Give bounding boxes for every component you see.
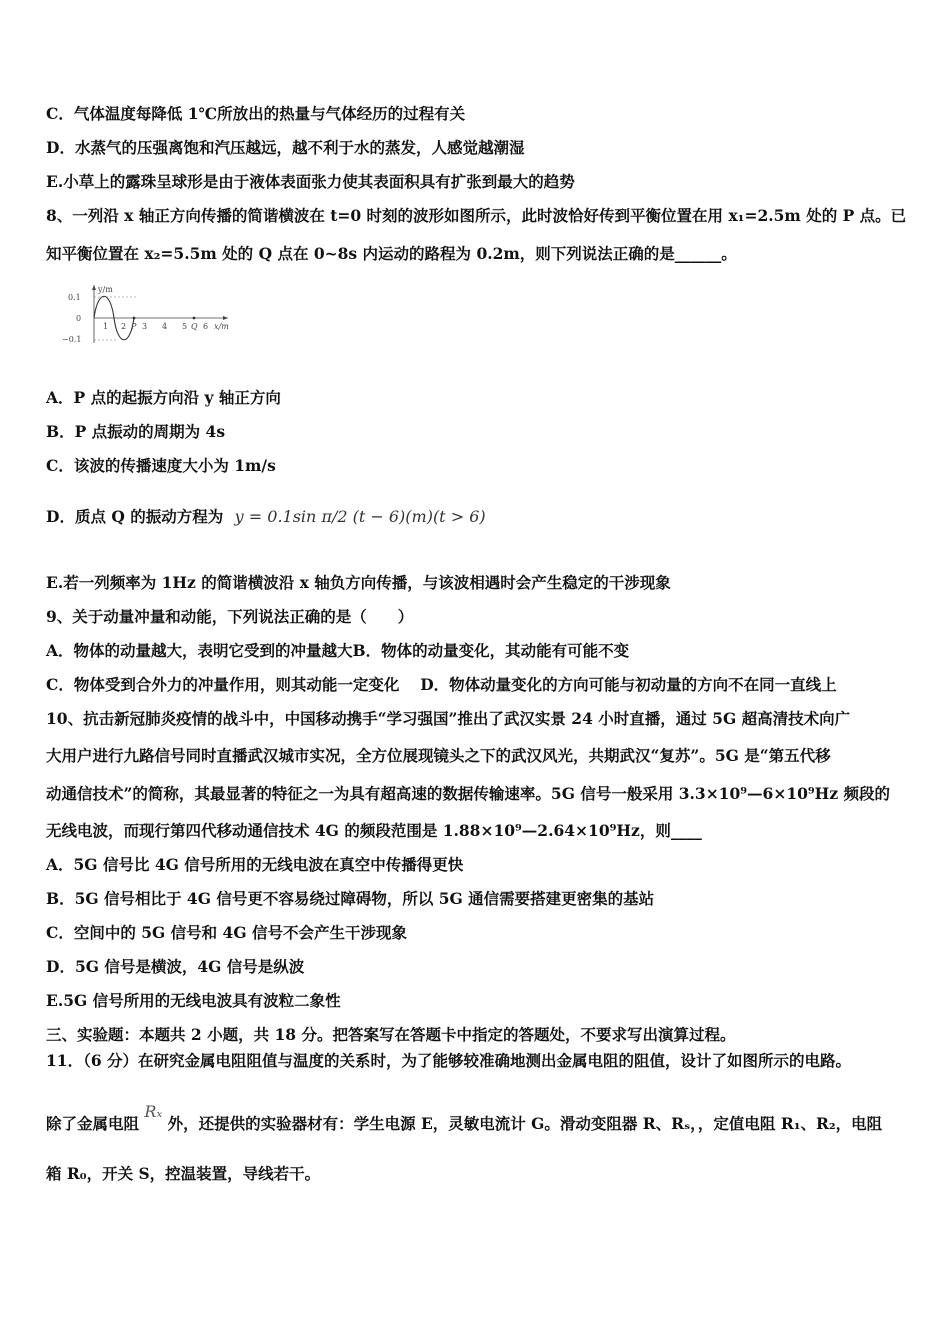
q7-option-d: D．水蒸气的压强离饱和汽压越远，越不利于水的蒸发，人感觉越潮湿 [46,138,525,157]
q8-option-d [46,505,486,527]
q10-option-a: A．5G 信号比 4G 信号所用的无线电波在真空中传播得更快 [46,855,464,874]
q11-stem-line1: 11．（6 分）在研究金属电阻阻值与温度的关系时，为了能够较准确地测出金属电阻的阻值，设计了如图所示的电路。 [46,1051,852,1070]
y-tick-bottom: −0.1 [62,335,82,344]
q11-stem-line2 [46,1102,883,1134]
q10-option-b: B．5G 信号相比于 4G 信号更不容易绕过障碍物，所以 5G 通信需要搭建更密集的基站 [46,889,655,908]
x-tick-3: 3 [142,322,148,331]
y-tick-top: 0.1 [68,293,81,302]
x-tick-1: 1 [103,322,109,331]
q8-option-a: A．P 点的起振方向沿 y 轴正方向 [46,388,281,407]
point-q-marker [193,317,196,320]
q11-line2-pre: 除了金属电阻 [46,1114,140,1133]
q8-option-e: E.若一列频率为 1Hz 的简谐横波沿 x 轴负方向传播，与该波相遇时会产生稳定的干涉现象 [46,573,671,592]
q10-stem-line4: 无线电波，而现行第四代移动通信技术 4G 的频段范围是 1.88×10⁹—2.64×10⁹Hz，则____ [46,821,702,840]
y-axis-arrow [92,285,96,290]
vibration-equation: y = 0.1sin π/2 (t − 6)(m)(t > 6) [234,507,486,526]
q11-stem-line3: 箱 R₀，开关 S，控温装置，导线若干。 [46,1164,321,1183]
section-3-heading: 三、实验题：本题共 2 小题，共 18 分。把答案写在答题卡中指定的答题处，不要求写出演算过程。 [46,1025,736,1044]
metal-resistor-symbol: Rₓ [144,1102,163,1121]
q10-option-c: C．空间中的 5G 信号和 4G 信号不会产生干涉现象 [46,923,407,942]
x-tick-4: 4 [162,322,168,331]
q10-option-d: D．5G 信号是横波，4G 信号是纵波 [46,957,305,976]
y-axis-label: y/m [98,285,113,294]
x-tick-5: 5 [182,322,188,331]
x-tick-2: 2 [121,322,127,331]
x-axis-arrow [223,316,228,320]
point-q-label: Q [191,322,198,331]
x-tick-6: 6 [203,322,209,331]
point-p-label: P [131,322,137,331]
q8-option-d-text: D．质点 Q 的振动方程为 [46,507,224,526]
q9-options-cd: C．物体受到合外力的冲量作用，则其动能一定变化 D．物体动量变化的方向可能与初动量的方向不在同一直线上 [46,675,837,694]
q7-option-c: C．气体温度每降低 1℃所放出的热量与气体经历的过程有关 [46,104,466,123]
point-p-marker [133,317,136,320]
q11-line2-post: 外，还提供的实验器材有：学生电源 E，灵敏电流计 G。滑动变阻器 R、Rₛ，，定值电阻 R₁、R₂，电阻 [167,1114,883,1133]
q8-option-c: C．该波的传播速度大小为 1m/s [46,456,276,475]
q9-stem: 9、关于动量冲量和动能，下列说法正确的是（ ） [46,607,414,626]
q10-option-e: E.5G 信号所用的无线电波具有波粒二象性 [46,991,341,1010]
x-axis-label: x/m [214,322,229,331]
q10-stem-line3: 动通信技术”的简称，其最显著的特征之一为具有超高速的数据传输速率。5G 信号一般采用 3.3×10⁹—6×10⁹Hz 频段的 [46,784,891,803]
y-tick-zero: 0 [76,314,82,323]
q10-stem-line1: 10、抗击新冠肺炎疫情的战斗中，中国移动携手“学习强国”推出了武汉实景 24 小时直播，通过 5G 超高清技术向广 [46,709,851,728]
q8-stem-line2: 知平衡位置在 x₂=5.5m 处的 Q 点在 0~8s 内运动的路程为 0.2m，则下列说法正确的是______。 [46,244,737,263]
q10-stem-line2: 大用户进行九路信号同时直播武汉城市实况，全方位展现镜头之下的武汉风光，共期武汉“复苏”。5G 是“第五代移 [46,746,831,765]
q9-options-ab: A．物体的动量越大，表明它受到的冲量越大B．物体的动量变化，其动能有可能不变 [46,641,630,660]
wave-graph [58,283,238,345]
q8-stem-line1: 8、一列沿 x 轴正方向传播的简谐横波在 t=0 时刻的波形如图所示，此时波恰好传到平衡位置在用 x₁=2.5m 处的 P 点。已 [46,206,907,225]
q7-option-e: E.小草上的露珠呈球形是由于液体表面张力使其表面积具有扩张到最大的趋势 [46,172,575,191]
q8-option-b: B．P 点振动的周期为 4s [46,422,226,441]
